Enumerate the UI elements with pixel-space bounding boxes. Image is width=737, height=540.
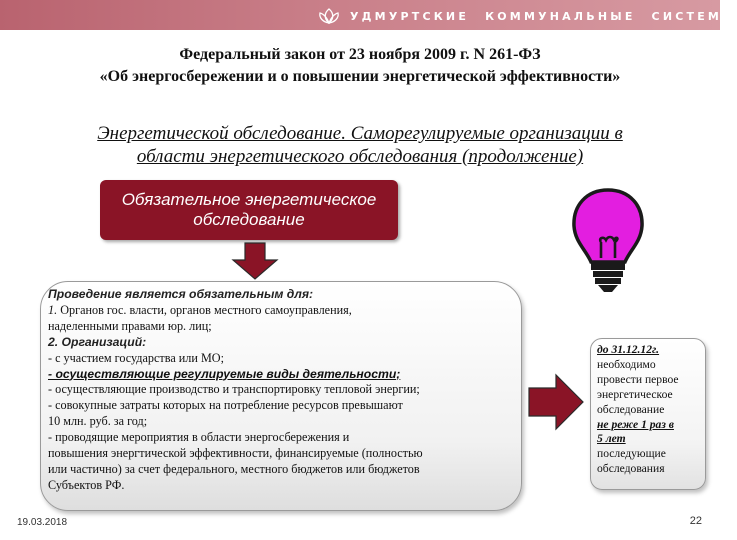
details-item-2c: - осуществляющие производство и транспортировку тепловой энергии; xyxy=(48,382,420,397)
details-item-2e-3: или частично) за счет федерального, местного бюджетов или бюджетов xyxy=(48,461,420,476)
brand-word-1: УДМУРТСКИЕ xyxy=(350,9,470,23)
right-arrow-icon xyxy=(528,374,584,430)
deadline-line-5: обследование xyxy=(597,402,665,416)
deadline-line-3: провести первое xyxy=(597,372,679,386)
down-arrow-icon xyxy=(232,242,278,280)
brand xyxy=(318,7,737,25)
details-item-2d-2: 10 млн. руб. за год; xyxy=(48,414,148,429)
details-text xyxy=(48,287,514,494)
brand-word-3: СИСТЕМЫ xyxy=(651,9,737,23)
deadline-date: до 31.12.12г. xyxy=(597,343,660,356)
deadline-period: 5 лет xyxy=(597,432,626,446)
deadline-line-9: обследования xyxy=(597,462,665,476)
details-item-1-number: 1. xyxy=(48,302,58,317)
details-item-2e-1: - проводящие мероприятия в области энергосбережения и xyxy=(48,430,350,445)
details-item-2e-2: повышения энергтической эффективности, финансируемые (полностью xyxy=(48,446,423,461)
deadline-line-4: энергетическое xyxy=(597,387,673,401)
details-item-2b: - осуществляющие регулируемые виды деятельности; xyxy=(48,366,401,381)
details-item-2e-4: Субъектов РФ. xyxy=(48,477,125,492)
light-bulb-icon xyxy=(570,186,646,294)
details-item-1-cont: наделенными правами юр. лиц; xyxy=(48,318,212,333)
details-item-2a: - с участием государства или МО; xyxy=(48,350,224,365)
details-item-2d-1: - совокупные затраты которых на потребление ресурсов превышают xyxy=(48,398,403,413)
page-title xyxy=(20,122,700,168)
details-item-1-text: Органов гос. власти, органов местного самоуправления, xyxy=(57,302,352,317)
details-item-2: 2. Организаций: xyxy=(48,334,147,349)
footer-date: 19.03.2018 xyxy=(17,517,68,528)
details-heading: Проведение является обязательным для: xyxy=(48,287,314,301)
deadline-line-2: необходимо xyxy=(597,357,656,371)
mandatory-audit-box xyxy=(100,180,398,240)
details-item-1 xyxy=(48,303,514,319)
page-title-line-1: Энергетической обследование. Саморегулируемые организации в xyxy=(97,123,623,144)
brand-word-2: КОММУНАЛЬНЫЕ xyxy=(485,9,636,23)
page-number: 22 xyxy=(689,515,702,527)
page-title-line-2: области энергетического обследования (продолжение) xyxy=(136,146,584,167)
law-title-line-1: Федеральный закон от 23 ноября 2009 г. N 261-ФЗ xyxy=(179,46,541,63)
deadline-line-8: последующие xyxy=(597,447,666,461)
law-title xyxy=(20,44,700,88)
deadline-text xyxy=(597,343,701,477)
mandatory-audit-label: Обязательное энергетическое обследование xyxy=(121,190,377,229)
lotus-logo-icon xyxy=(318,7,340,25)
law-title-line-2: «Об энергосбережении и о повышении энергетической эффективности» xyxy=(99,68,621,85)
deadline-frequency: не реже 1 раз в xyxy=(597,417,674,431)
